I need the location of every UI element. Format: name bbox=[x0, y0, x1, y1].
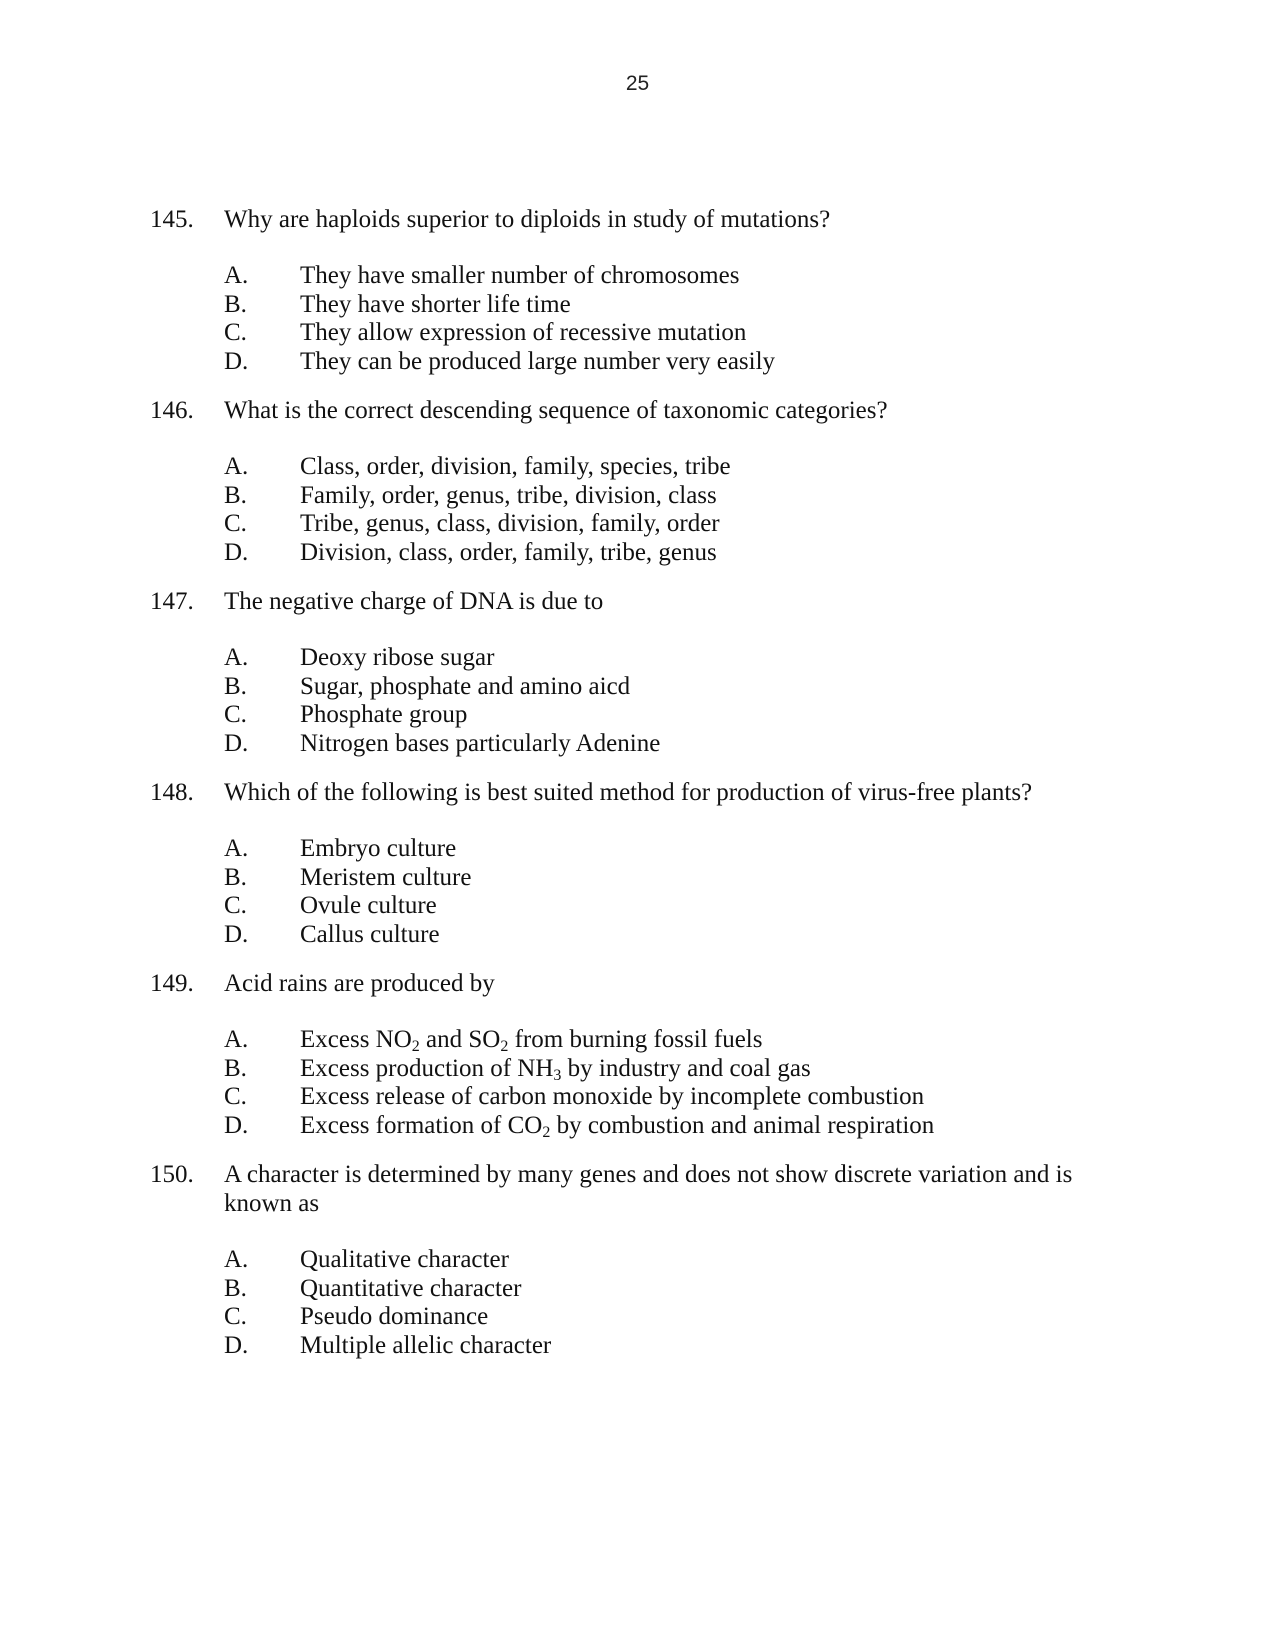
option-b bbox=[224, 1275, 1110, 1304]
option-letter: A. bbox=[224, 262, 249, 289]
option-d bbox=[224, 730, 1110, 759]
option-text: They have shorter life time bbox=[300, 290, 571, 318]
option-letter: D. bbox=[224, 920, 249, 948]
option-text: Phosphate group bbox=[300, 701, 468, 728]
question-number: 146. bbox=[150, 397, 194, 424]
question-146 bbox=[150, 396, 1110, 567]
option-b bbox=[224, 291, 1110, 320]
option-list bbox=[224, 644, 1110, 758]
option-letter: D. bbox=[224, 1331, 249, 1359]
option-text: Embryo culture bbox=[300, 835, 457, 862]
question-text: A character is determined by many genes and does not show discrete variation and is known as bbox=[224, 1161, 1073, 1217]
option-text-part: by industry and coal gas bbox=[561, 1054, 811, 1082]
option-text: Tribe, genus, class, division, family, order bbox=[300, 510, 720, 537]
option-letter: A. bbox=[224, 644, 249, 671]
option-letter: B. bbox=[224, 1274, 247, 1302]
option-d bbox=[224, 539, 1110, 568]
option-d bbox=[224, 1112, 1110, 1141]
option-letter: B. bbox=[224, 290, 247, 318]
option-letter: C. bbox=[224, 1083, 247, 1110]
option-letter: C. bbox=[224, 701, 247, 728]
option-text: They have smaller number of chromosomes bbox=[300, 262, 740, 289]
option-b bbox=[224, 864, 1110, 893]
question-148 bbox=[150, 778, 1110, 949]
option-text-part: Excess formation of CO bbox=[300, 1111, 543, 1139]
option-a bbox=[224, 453, 1110, 482]
option-text: Quantitative character bbox=[300, 1274, 522, 1302]
option-text: Family, order, genus, tribe, division, class bbox=[300, 481, 717, 509]
option-letter: D. bbox=[224, 1111, 249, 1139]
option-text: Division, class, order, family, tribe, genus bbox=[300, 538, 717, 566]
question-149 bbox=[150, 969, 1110, 1140]
option-d bbox=[224, 1332, 1110, 1361]
option-a bbox=[224, 1026, 1110, 1055]
option-letter: D. bbox=[224, 538, 249, 566]
question-number: 149. bbox=[150, 970, 194, 997]
option-b bbox=[224, 1055, 1110, 1084]
option-letter: B. bbox=[224, 481, 247, 509]
option-text-part: Excess production of NH bbox=[300, 1054, 554, 1082]
option-letter: B. bbox=[224, 863, 247, 891]
option-c bbox=[224, 701, 1110, 730]
option-d bbox=[224, 921, 1110, 950]
option-a bbox=[224, 644, 1110, 673]
question-number: 150. bbox=[150, 1161, 194, 1188]
option-letter: B. bbox=[224, 672, 247, 700]
option-text: Meristem culture bbox=[300, 863, 472, 891]
option-text: Multiple allelic character bbox=[300, 1331, 552, 1359]
option-list bbox=[224, 835, 1110, 949]
option-text-part: by combustion and animal respiration bbox=[550, 1111, 935, 1139]
option-letter: D. bbox=[224, 347, 249, 375]
option-d bbox=[224, 348, 1110, 377]
subscript: 3 bbox=[553, 1066, 562, 1084]
option-c bbox=[224, 510, 1110, 539]
subscript: 2 bbox=[542, 1123, 551, 1141]
option-text-part: and SO bbox=[419, 1026, 501, 1053]
question-text: Why are haploids superior to diploids in study of mutations? bbox=[224, 206, 831, 233]
option-list bbox=[224, 1246, 1110, 1360]
option-text: Sugar, phosphate and amino aicd bbox=[300, 672, 631, 700]
option-text: Class, order, division, family, species, tribe bbox=[300, 453, 731, 480]
question-number: 145. bbox=[150, 206, 194, 233]
option-text: Qualitative character bbox=[300, 1246, 509, 1273]
question-stem bbox=[150, 205, 1110, 234]
option-letter: A. bbox=[224, 835, 249, 862]
question-stem bbox=[150, 778, 1110, 807]
question-147 bbox=[150, 587, 1110, 758]
option-text: Callus culture bbox=[300, 920, 440, 948]
question-text: Which of the following is best suited method for production of virus-free plants? bbox=[224, 779, 1033, 806]
option-c bbox=[224, 1303, 1110, 1332]
question-number: 148. bbox=[150, 779, 194, 806]
option-list bbox=[224, 453, 1110, 567]
option-text bbox=[300, 1026, 1110, 1055]
option-text: Pseudo dominance bbox=[300, 1303, 489, 1330]
option-text-part: Excess NO bbox=[300, 1026, 412, 1053]
question-stem bbox=[150, 587, 1110, 616]
option-letter: C. bbox=[224, 1303, 247, 1330]
option-text bbox=[300, 1055, 1110, 1084]
question-text: Acid rains are produced by bbox=[224, 970, 495, 997]
option-b bbox=[224, 482, 1110, 511]
option-text: Excess release of carbon monoxide by incomplete combustion bbox=[300, 1083, 925, 1110]
option-letter: C. bbox=[224, 510, 247, 537]
option-letter: C. bbox=[224, 892, 247, 919]
option-list bbox=[224, 262, 1110, 376]
option-b bbox=[224, 673, 1110, 702]
option-a bbox=[224, 835, 1110, 864]
option-a bbox=[224, 1246, 1110, 1275]
option-c bbox=[224, 1083, 1110, 1112]
option-letter: A. bbox=[224, 453, 249, 480]
question-number: 147. bbox=[150, 588, 194, 615]
question-text: What is the correct descending sequence of taxonomic categories? bbox=[224, 397, 888, 424]
option-letter: A. bbox=[224, 1026, 249, 1053]
option-c bbox=[224, 319, 1110, 348]
question-stem bbox=[150, 1160, 1110, 1218]
option-text bbox=[300, 1112, 1110, 1141]
question-150 bbox=[150, 1160, 1110, 1360]
option-text: Deoxy ribose sugar bbox=[300, 644, 495, 671]
option-text: They can be produced large number very easily bbox=[300, 347, 776, 375]
option-text: They allow expression of recessive mutation bbox=[300, 319, 747, 346]
option-letter: D. bbox=[224, 729, 249, 757]
subscript: 2 bbox=[411, 1038, 420, 1055]
option-letter: A. bbox=[224, 1246, 249, 1273]
option-text: Ovule culture bbox=[300, 892, 437, 919]
question-text: The negative charge of DNA is due to bbox=[224, 588, 604, 615]
question-stem bbox=[150, 969, 1110, 998]
option-text-part: from burning fossil fuels bbox=[508, 1026, 763, 1053]
option-a bbox=[224, 262, 1110, 291]
question-145 bbox=[150, 205, 1110, 376]
page-number: 25 bbox=[625, 72, 650, 95]
option-letter: C. bbox=[224, 319, 247, 346]
option-list bbox=[224, 1026, 1110, 1140]
option-text: Nitrogen bases particularly Adenine bbox=[300, 729, 661, 757]
subscript: 2 bbox=[500, 1038, 509, 1055]
question-stem bbox=[150, 396, 1110, 425]
option-letter: B. bbox=[224, 1054, 247, 1082]
option-c bbox=[224, 892, 1110, 921]
